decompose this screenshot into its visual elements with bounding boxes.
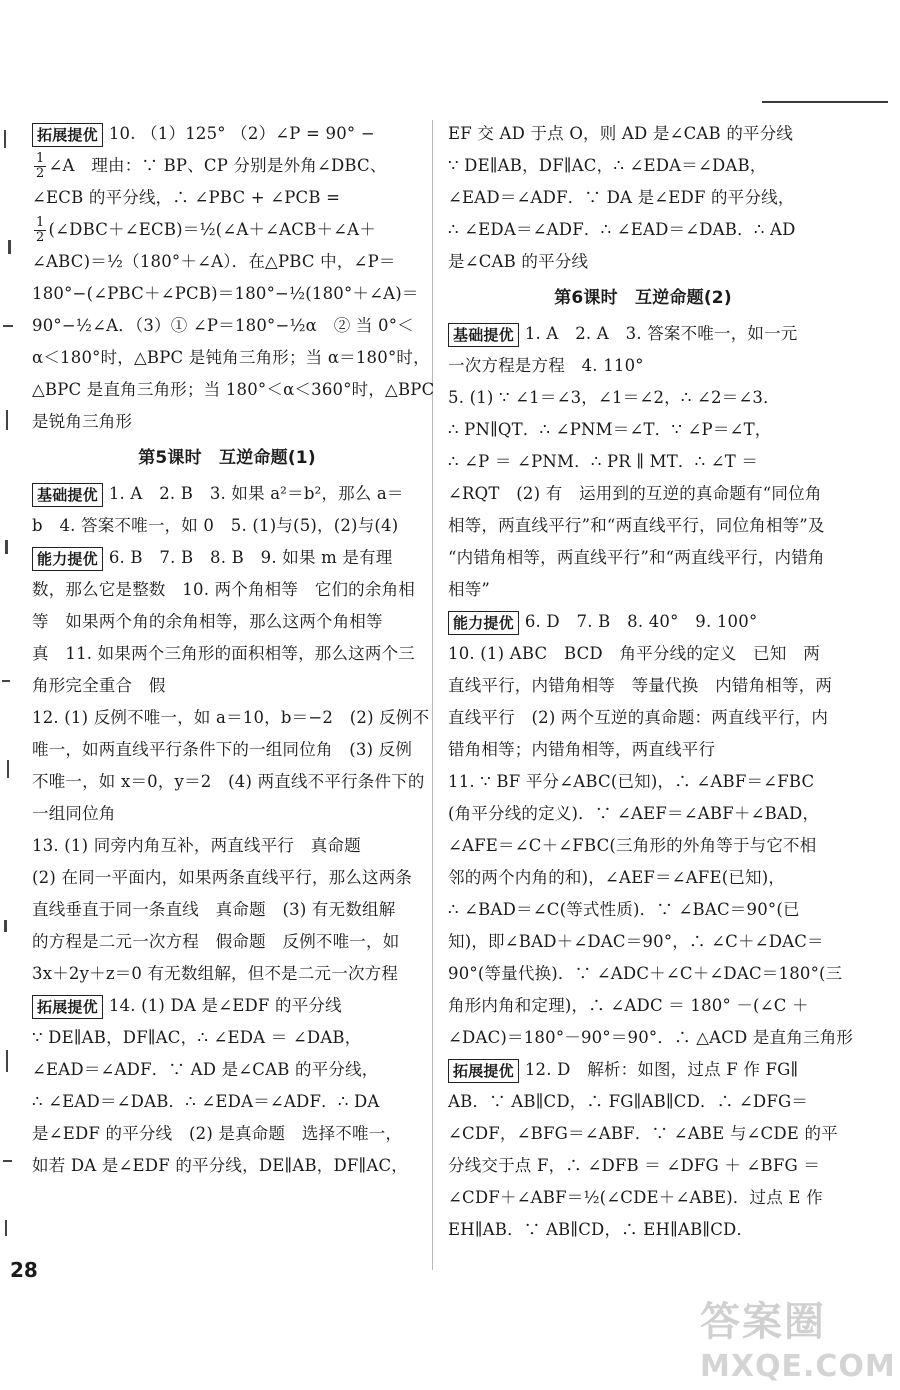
section-tag: 拓展提优 — [32, 123, 103, 147]
answer-line — [448, 894, 838, 926]
answer-line — [32, 798, 422, 830]
answer-text: ∠AFE＝∠C＋∠FBC(三角形的外角等于与它不相 — [448, 836, 817, 855]
answer-text: 1. A 2. A 3. 答案不唯一，如一元 — [524, 324, 798, 343]
answer-text: 直线垂直于同一条直线 真命题 (3) 有无数组解 — [32, 900, 396, 919]
answer-line — [32, 1150, 422, 1182]
page-number: 28 — [10, 1258, 38, 1282]
section-tag: 基础提优 — [32, 483, 103, 507]
fraction — [34, 152, 46, 181]
answer-text: (2) 在同一平面内，如果两条直线平行，那么这两条 — [32, 868, 413, 887]
answer-line — [32, 478, 422, 510]
answer-text: 90°−½∠A．（3）① ∠P＝180°−½α ② 当 0°＜ — [32, 316, 414, 335]
answer-line — [32, 990, 422, 1022]
answer-line — [448, 990, 838, 1022]
answer-line — [32, 1054, 422, 1086]
answer-text: 一组同位角 — [32, 804, 116, 823]
answer-line — [32, 1022, 422, 1054]
answer-text: 是∠CAB 的平分线 — [448, 252, 589, 271]
answer-text: (角平分线的定义)．∵ ∠AEF＝∠ABF＋∠BAD， — [448, 804, 820, 823]
watermark-logo: 答案圈 — [700, 1299, 826, 1345]
column-divider — [432, 120, 433, 1270]
answer-line — [32, 118, 422, 150]
answer-line — [448, 446, 838, 478]
answer-line — [448, 350, 838, 382]
fraction — [34, 216, 46, 245]
answer-text: 知)，即∠BAD＋∠DAC＝90°，∴ ∠C＋∠DAC＝ — [448, 932, 824, 951]
answer-line — [448, 766, 838, 798]
section-heading: 第6课时 互逆命题(2) — [554, 288, 732, 308]
answer-text: 10. （1）125° （2）∠P = 90° − — [108, 124, 375, 143]
answer-text: 的方程是二元一次方程 假命题 反例不唯一，如 — [32, 932, 400, 951]
answer-text: ∠A 理由：∵ BP、CP 分别是外角∠DBC、 — [48, 156, 387, 175]
answer-line — [448, 1182, 838, 1214]
answer-text: ∠ABC)＝½（180°＋∠A）．在△PBC 中，∠P＝ — [32, 252, 396, 271]
answer-line — [448, 182, 838, 214]
answer-line — [32, 1118, 422, 1150]
answer-line — [448, 510, 838, 542]
answer-line — [448, 542, 838, 574]
answer-text: 1. A 2. B 3. 如果 a²＝b²，那么 a＝ — [108, 484, 404, 503]
answer-text: 角形内角和定理)，∴ ∠ADC ＝ 180° －(∠C ＋ — [448, 996, 809, 1015]
answer-line — [32, 310, 422, 342]
answer-text: 直线平行 (2) 两个互逆的真命题：两直线平行，内 — [448, 708, 829, 727]
answer-text: 是∠EDF 的平分线 (2) 是真命题 选择不唯一， — [32, 1124, 403, 1143]
answer-text: 分线交于点 F，∴ ∠DFB ＝ ∠DFG ＋ ∠BFG ＝ — [448, 1156, 821, 1175]
answer-line — [448, 1086, 838, 1118]
section-tag: 能力提优 — [448, 611, 519, 635]
answer-line — [448, 382, 838, 414]
answer-text: 5. (1) ∵ ∠1＝∠3，∠1＝∠2，∴ ∠2＝∠3． — [448, 388, 780, 407]
answer-line — [448, 1054, 838, 1086]
answer-text: 11. ∵ BF 平分∠ABC(已知)，∴ ∠ABF＝∠FBC — [448, 772, 815, 791]
fraction-numerator: 1 — [36, 151, 45, 166]
left-column — [32, 118, 435, 1182]
answer-text: 3x＋2y＋z＝0 有无数组解，但不是二元一次方程 — [32, 964, 399, 983]
answer-line — [32, 510, 422, 542]
answer-text: ∠ECB 的平分线，∴ ∠PBC + ∠PCB = — [32, 188, 341, 207]
answer-line — [448, 246, 838, 278]
answer-text: (∠DBC＋∠ECB)＝½(∠A＋∠ACB＋∠A＋ — [48, 220, 376, 239]
answer-line — [32, 638, 422, 670]
section-tag: 拓展提优 — [448, 1059, 519, 1083]
answer-text: “内错角相等，两直线平行”和“两直线平行，内错角 — [448, 548, 825, 567]
answer-line — [448, 1150, 838, 1182]
answer-line — [448, 958, 843, 990]
answer-text: 直线平行，内错角相等 等量代换 内错角相等，两 — [448, 676, 833, 695]
answer-text: ∴ ∠BAD＝∠C(等式性质)．∵ ∠BAC＝90°(已 — [448, 900, 800, 919]
answer-line — [448, 670, 838, 702]
answer-text: 14. (1) DA 是∠EDF 的平分线 — [108, 996, 342, 1015]
answer-text: 等 如果两个角的余角相等，那么这两个角相等 — [32, 612, 383, 631]
answer-line — [448, 574, 838, 606]
answer-text: 邻的两个内角的和)，∠AEF＝∠AFE(已知)， — [448, 868, 786, 887]
answer-text: △BPC 是直角三角形；当 180°＜α＜360°时，△BPC — [32, 380, 435, 399]
fraction-numerator: 1 — [36, 215, 45, 230]
answer-line — [32, 958, 422, 990]
answer-line — [32, 606, 422, 638]
answer-line — [32, 542, 422, 574]
answer-text: ∠CDF，∠BFG＝∠ABF．∵ ∠ABE 与∠CDE 的平 — [448, 1124, 838, 1143]
answer-line — [32, 862, 422, 894]
answer-text: 90°(等量代换)．∵ ∠ADC＋∠C＋∠DAC＝180°(三 — [448, 964, 843, 983]
answer-text: 相等” — [448, 580, 491, 599]
answer-line — [32, 670, 422, 702]
answer-text: EH∥AB．∵ AB∥CD，∴ EH∥AB∥CD． — [448, 1220, 754, 1239]
answer-line — [32, 1086, 422, 1118]
answer-text: 180°−(∠PBC＋∠PCB)＝180°−½(180°＋∠A)＝ — [32, 284, 419, 303]
answer-text: ∠RQT (2) 有 运用到的互逆的真命题有“同位角 — [448, 484, 822, 503]
answer-text: ∠CDF＋∠ABF＝½(∠CDE＋∠ABE)．过点 E 作 — [448, 1188, 823, 1207]
binding-edge-marks — [0, 120, 22, 1270]
section-tag: 基础提优 — [448, 323, 519, 347]
answer-line — [448, 702, 838, 734]
answer-line — [448, 862, 838, 894]
answer-text: 是锐角三角形 — [32, 412, 133, 431]
answer-text: α＜180°时，△BPC 是钝角三角形；当 α＝180°时， — [32, 348, 430, 367]
answer-text: 相等，两直线平行”和“两直线平行，同位角相等”及 — [448, 516, 825, 535]
answer-line — [32, 374, 435, 406]
answer-text: 一次方程是方程 4. 110° — [448, 356, 644, 375]
answer-line — [448, 478, 838, 510]
answer-text: 数，那么它是整数 10. 两个角相等 它们的余角相 — [32, 580, 415, 599]
answer-text: 错角相等；内错角相等，两直线平行 — [448, 740, 716, 759]
answer-text: 12. (1) 反例不唯一，如 a＝10，b＝−2 (2) 反例不 — [32, 708, 430, 727]
answer-line — [448, 734, 838, 766]
answer-line — [448, 414, 838, 446]
answer-line — [32, 246, 422, 278]
answer-text: ∵ DE∥AB，DF∥AC，∴ ∠EDA ＝ ∠DAB， — [32, 1028, 362, 1047]
top-rule — [762, 101, 888, 103]
answer-text: ∵ DE∥AB，DF∥AC，∴ ∠EDA＝∠DAB， — [448, 156, 767, 175]
answer-line — [32, 926, 422, 958]
answer-line — [448, 926, 838, 958]
answer-line — [448, 1118, 838, 1150]
answer-text: ∴ ∠EDA＝∠ADF．∴ ∠EAD＝∠DAB．∴ AD — [448, 220, 796, 239]
answer-line — [448, 318, 838, 350]
answer-line — [32, 406, 422, 438]
answer-text: ∴ ∠EAD＝∠DAB．∴ ∠EDA＝∠ADF．∴ DA — [32, 1092, 380, 1111]
answer-line — [32, 766, 425, 798]
right-column — [448, 118, 854, 1246]
answer-text: ∴ PN∥QT．∴ ∠PNM＝∠T．∵ ∠P＝∠T， — [448, 420, 772, 439]
answer-text: 真 11. 如果两个三角形的面积相等，那么这两个三 — [32, 644, 415, 663]
answer-line — [32, 278, 422, 310]
answer-text: ∠EAD＝∠ADF．∵ AD 是∠CAB 的平分线， — [32, 1060, 379, 1079]
answer-line — [448, 830, 838, 862]
answer-text: ∴ ∠P ＝ ∠PNM．∴ PR ∥ MT．∴ ∠T ＝ — [448, 452, 759, 471]
answer-line — [448, 638, 838, 670]
answer-text: 不唯一，如 x＝0，y＝2 (4) 两直线不平行条件下的 — [32, 772, 425, 791]
answer-line — [448, 150, 838, 182]
answer-line — [32, 830, 422, 862]
answer-text: EF 交 AD 于点 O，则 AD 是∠CAB 的平分线 — [448, 124, 794, 143]
answer-line — [448, 606, 838, 638]
answer-text: AB．∵ AB∥CD，∴ FG∥AB∥CD．∴ ∠DFG＝ — [448, 1092, 809, 1111]
answer-text: 唯一，如两直线平行条件下的一组同位角 (3) 反例 — [32, 740, 413, 759]
answer-line — [32, 214, 422, 246]
section-tag: 拓展提优 — [32, 995, 103, 1019]
answer-line — [448, 118, 838, 150]
answer-line — [448, 798, 838, 830]
answer-text: 6. B 7. B 8. B 9. 如果 m 是有理 — [108, 548, 393, 567]
answer-text: ∠EAD＝∠ADF．∵ DA 是∠EDF 的平分线， — [448, 188, 795, 207]
section-tag: 能力提优 — [32, 547, 103, 571]
answer-text: 6. D 7. B 8. 40° 9. 100° — [524, 612, 758, 631]
answer-line — [32, 150, 422, 182]
answer-line — [32, 734, 422, 766]
answer-line — [32, 702, 430, 734]
answer-text: b 4. 答案不唯一，如 0 5. (1)与(5)，(2)与(4) — [32, 516, 399, 535]
answer-line — [32, 574, 422, 606]
answer-text: ∠DAC)＝180°－90°＝90°．∴ △ACD 是直角三角形 — [448, 1028, 854, 1047]
section-heading: 第5课时 互逆命题(1) — [138, 448, 316, 468]
answer-text: 10. (1) ABC BCD 角平分线的定义 已知 两 — [448, 644, 820, 663]
answer-line — [32, 182, 422, 214]
answer-text: 如若 DA 是∠EDF 的平分线，DE∥AB，DF∥AC， — [32, 1156, 409, 1175]
watermark — [700, 1290, 896, 1385]
answer-line — [32, 342, 430, 374]
answer-line — [448, 214, 838, 246]
fraction-denominator: 2 — [36, 230, 45, 245]
answer-line — [448, 1214, 838, 1246]
answer-line — [32, 894, 422, 926]
fraction-denominator: 2 — [36, 166, 45, 181]
answer-line — [448, 1022, 854, 1054]
answer-text: 角形完全重合 假 — [32, 676, 166, 695]
answer-text: 12. D 解析：如图，过点 F 作 FG∥ — [524, 1060, 799, 1079]
watermark-url: MXQE.COM — [700, 1349, 896, 1384]
answer-text: 13. (1) 同旁内角互补，两直线平行 真命题 — [32, 836, 361, 855]
